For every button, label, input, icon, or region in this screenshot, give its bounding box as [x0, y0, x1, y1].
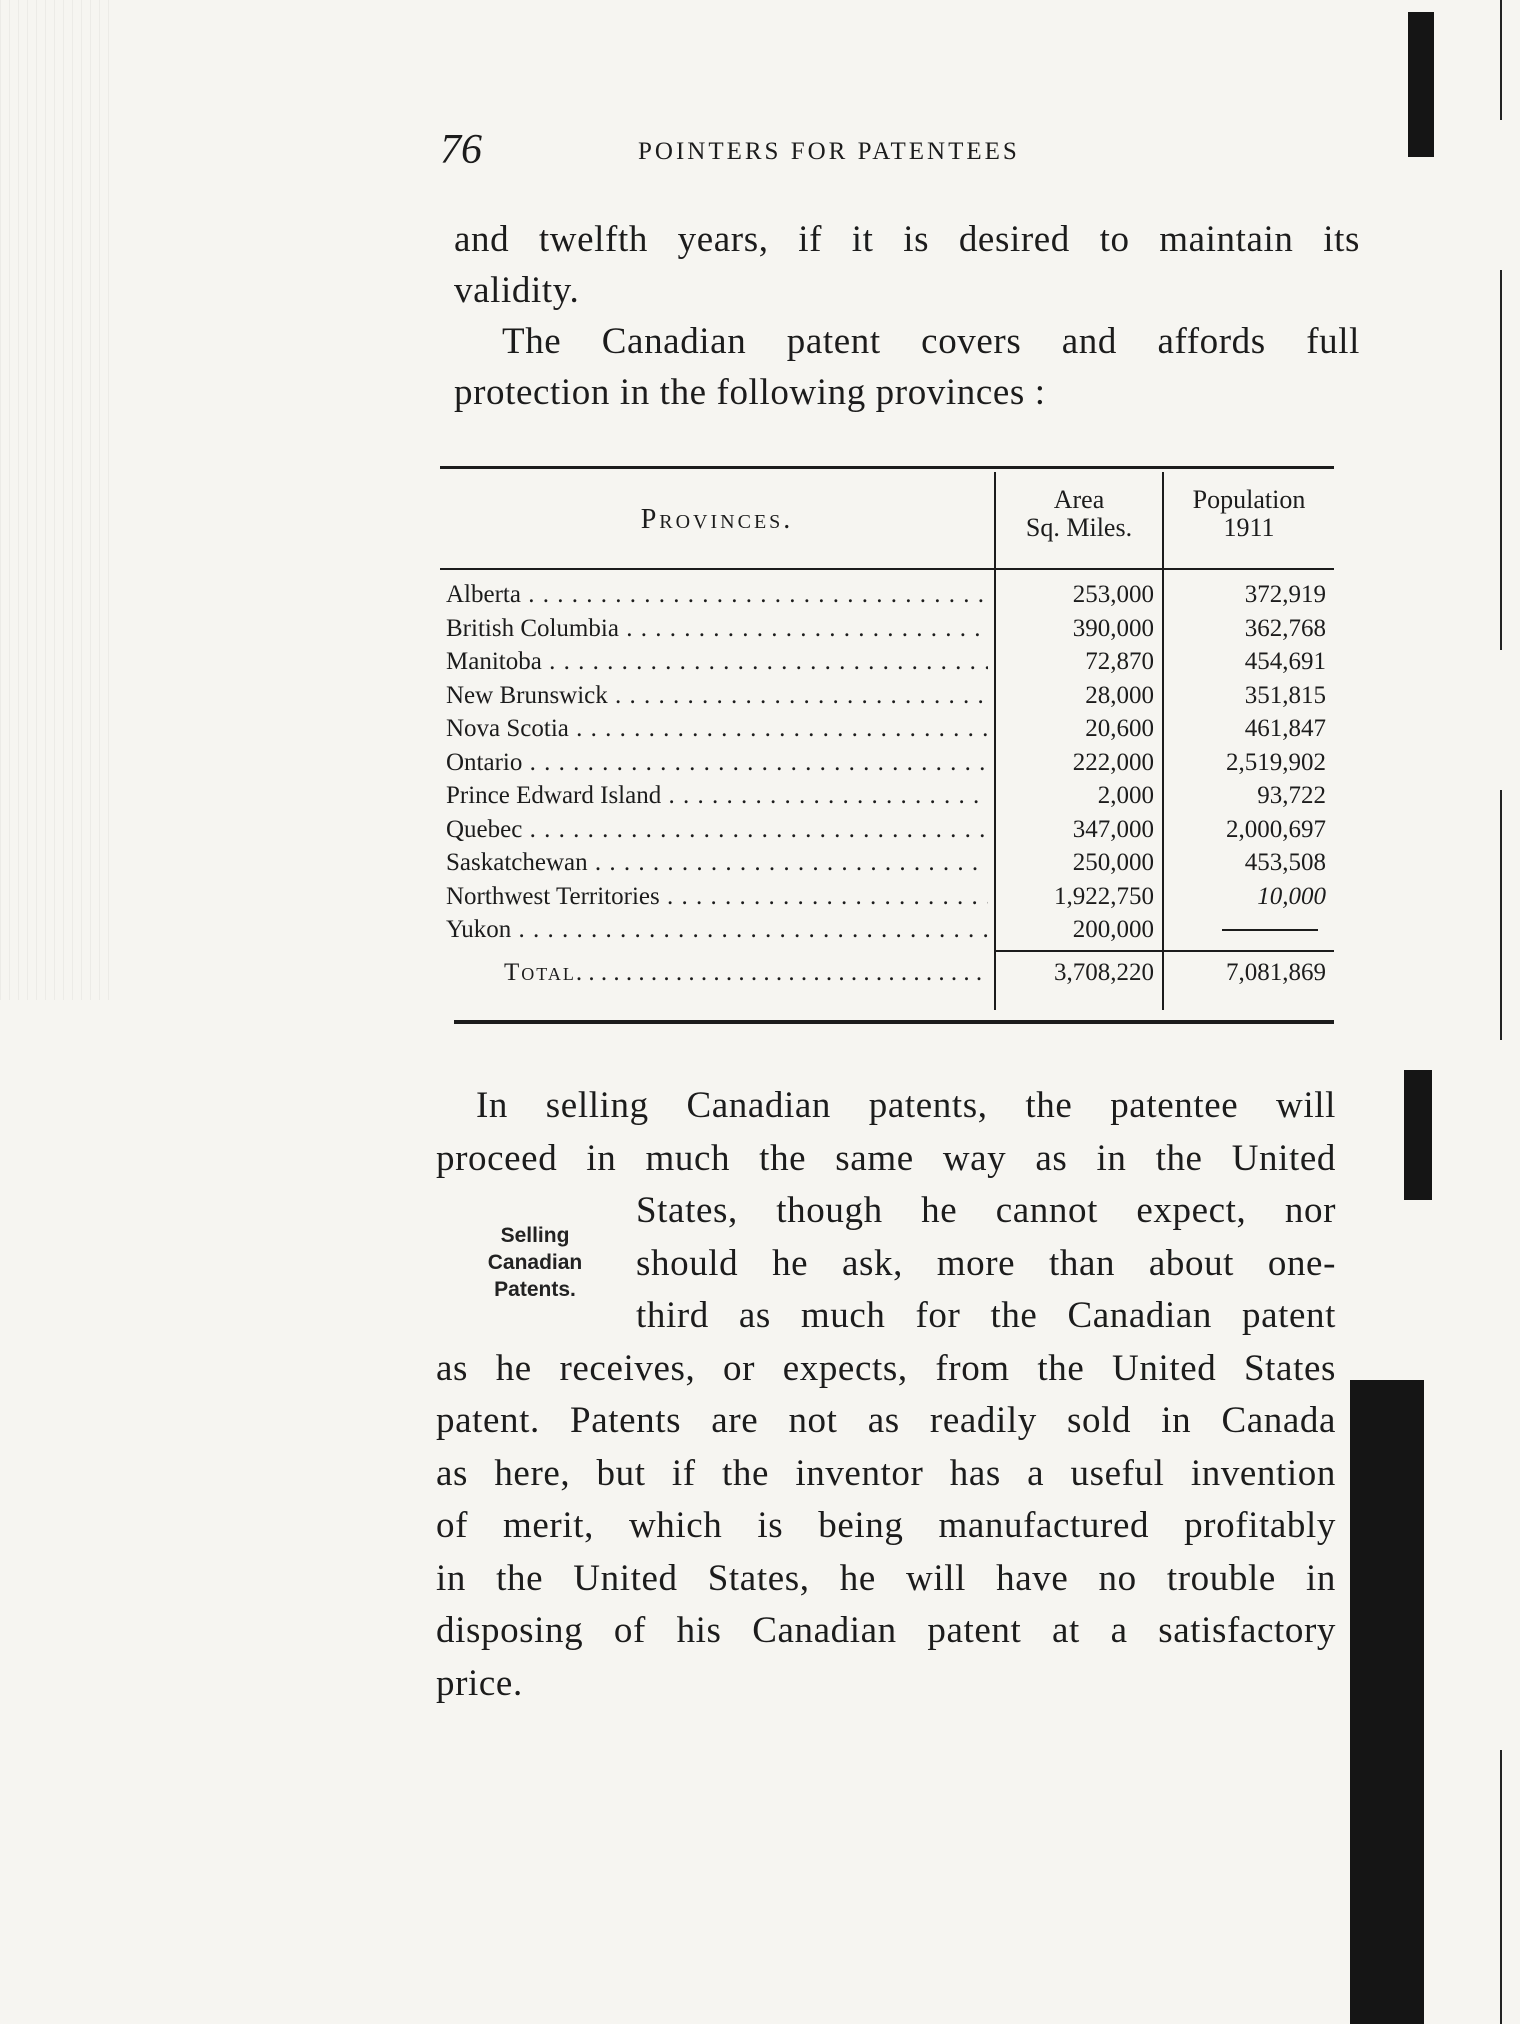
- body-line-1: In selling Canadian patents, the patentee will: [476, 1085, 1336, 1126]
- province-population: 10,000: [1257, 882, 1326, 910]
- province-population: 461,847: [1244, 715, 1326, 742]
- running-title: POINTERS FOR PATENTEES: [638, 138, 1020, 165]
- header-area: [996, 486, 1162, 542]
- body-line-3: States, though he cannot expect, nor: [636, 1190, 1336, 1231]
- province-population: 454,691: [1244, 648, 1326, 675]
- body-line-11: disposing of his Canadian patent at a satisfactory: [436, 1610, 1336, 1651]
- intro-line-3: The Canadian patent covers and affords full: [502, 321, 1360, 362]
- province-name: Prince Edward Island . . .: [446, 779, 988, 812]
- scan-edge-left: [0, 0, 110, 1000]
- table-header-rule: [440, 568, 1334, 570]
- header-area-line1: Area: [1053, 485, 1105, 514]
- province-name: Northwest Territories . . .: [446, 880, 988, 913]
- table-row: [440, 612, 1334, 646]
- table-row: [440, 645, 1334, 679]
- header-population: [1164, 486, 1334, 542]
- province-area: 72,870: [1085, 648, 1154, 675]
- table-row: [440, 880, 1334, 914]
- province-area: 390,000: [1072, 614, 1154, 642]
- province-population: 2,519,902: [1226, 748, 1326, 776]
- table-bottom-rule: [454, 1020, 1334, 1024]
- table-row: [440, 679, 1334, 713]
- running-head: [440, 126, 1140, 186]
- table-row: [440, 779, 1334, 813]
- intro-paragraph: [454, 214, 1360, 418]
- province-name: Yukon . . .: [446, 913, 988, 946]
- province-area: 20,600: [1085, 715, 1154, 742]
- province-population: 362,768: [1244, 614, 1326, 642]
- table-row: [440, 813, 1334, 847]
- province-area: 250,000: [1072, 849, 1154, 876]
- table-row: [440, 913, 1334, 947]
- province-area: 347,000: [1072, 815, 1154, 843]
- total-population: 7,081,869: [1226, 959, 1326, 986]
- intro-line-2: validity.: [454, 270, 580, 311]
- margin-note-line3: Patents.: [494, 1278, 576, 1301]
- body-line-10: in the United States, he will have no trouble in: [436, 1557, 1336, 1599]
- table-row: [440, 846, 1334, 880]
- province-population: 351,815: [1244, 681, 1326, 709]
- scan-artifact-right-top: [1408, 12, 1434, 157]
- province-name: New Brunswick . . .: [446, 679, 988, 712]
- table-total-row: [440, 956, 1334, 990]
- body-line-9: of merit, which is being manufactured profitably: [436, 1505, 1336, 1546]
- margin-note-line1: Selling: [500, 1224, 570, 1247]
- province-area: 28,000: [1085, 681, 1154, 709]
- intro-line-4: protection in the following provinces :: [454, 372, 1046, 413]
- scan-line-right-1: [1500, 0, 1502, 120]
- header-population-line1: Population: [1192, 485, 1306, 514]
- intro-line-1: and twelfth years, if it is desired to maintain its: [454, 219, 1360, 260]
- scan-artifact-right-bottom: [1350, 1380, 1424, 2024]
- body-line-5: third as much for the Canadian patent: [636, 1295, 1336, 1336]
- body-line-8: as here, but if the inventor has a useful invention: [436, 1452, 1336, 1494]
- province-name: Alberta . . .: [446, 578, 988, 611]
- table-row: [440, 746, 1334, 780]
- body-line-7: patent. Patents are not as readily sold in Canada: [436, 1400, 1336, 1441]
- margin-note-line2: Canadian: [487, 1251, 583, 1274]
- scan-line-right-2: [1500, 270, 1502, 650]
- empty-value-dash: [1222, 929, 1318, 931]
- body-line-4: should he ask, more than about one-: [636, 1242, 1336, 1284]
- province-population: 93,722: [1257, 782, 1326, 809]
- body-line-2: proceed in much the same way as in the United: [436, 1137, 1336, 1179]
- provinces-table: [440, 466, 1334, 1024]
- margin-note: [462, 1222, 608, 1303]
- province-population: 2,000,697: [1226, 815, 1326, 843]
- body-line-12: price.: [436, 1662, 523, 1704]
- table-body: [440, 578, 1334, 947]
- province-name: Nova Scotia . . .: [446, 712, 988, 745]
- total-label: Total . . .: [504, 956, 988, 990]
- province-name: Quebec . . .: [446, 813, 988, 846]
- province-area: 2,000: [1097, 782, 1154, 809]
- header-provinces: Provinces.: [640, 504, 794, 535]
- scan-line-right-4: [1500, 1750, 1502, 2024]
- total-area: 3,708,220: [1054, 959, 1154, 986]
- province-name: Ontario . . .: [446, 746, 988, 779]
- province-area: 200,000: [1072, 916, 1154, 943]
- table-row: [440, 578, 1334, 612]
- scan-artifact-right-mid: [1404, 1070, 1432, 1200]
- province-population: 372,919: [1244, 581, 1326, 608]
- province-area: 253,000: [1072, 581, 1154, 608]
- province-name: British Columbia . . .: [446, 612, 988, 645]
- province-population: 453,508: [1244, 849, 1326, 876]
- province-name: Manitoba . . .: [446, 645, 988, 678]
- body-line-6: as he receives, or expects, from the United States: [436, 1347, 1336, 1389]
- province-area: 222,000: [1072, 748, 1154, 776]
- header-area-line2: Sq. Miles.: [1025, 513, 1133, 542]
- body-paragraph: [436, 1080, 1336, 1710]
- table-row: [440, 712, 1334, 746]
- province-name: Saskatchewan . . .: [446, 846, 988, 879]
- page-number: 76: [440, 127, 482, 173]
- province-area: 1,922,750: [1054, 882, 1154, 910]
- header-population-line2: 1911: [1223, 513, 1275, 542]
- table-top-rule: [440, 466, 1334, 469]
- scan-line-right-3: [1500, 790, 1502, 1040]
- table-total-rule: [994, 950, 1334, 952]
